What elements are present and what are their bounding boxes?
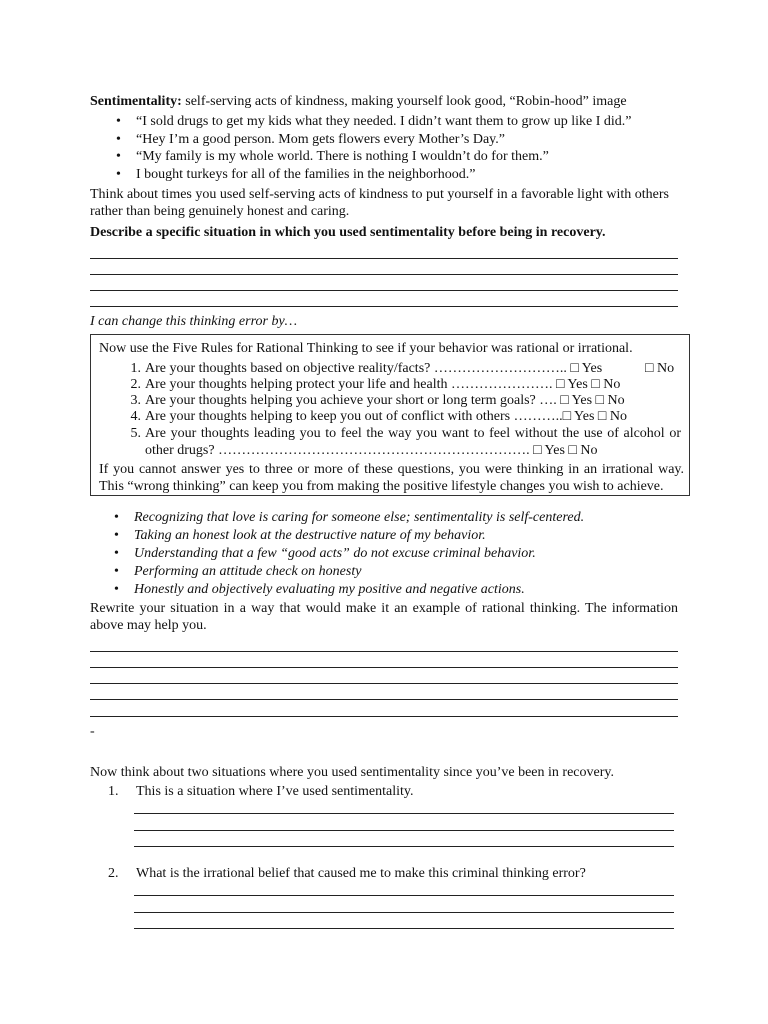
recovery-intro: Now think about two situations where you used sentimentality since you’ve been in recovery. (90, 765, 614, 780)
rule-number: 2. (130, 377, 141, 392)
answer-line[interactable] (90, 683, 678, 684)
answer-line[interactable] (90, 306, 678, 307)
answer-line[interactable] (134, 846, 674, 847)
list-item: • “I sold drugs to get my kids what they needed. I didn’t want them to grow up like I did.” (90, 113, 690, 131)
list-item: • Performing an attitude check on honesty (90, 563, 690, 581)
rule-text[interactable]: Are your thoughts based on objective reality/facts? ……………………….. □ Yes (145, 361, 603, 376)
answer-line[interactable] (90, 258, 678, 259)
change-prompt: I can change this thinking error by… (90, 314, 298, 329)
examples-list (90, 113, 690, 183)
answer-line[interactable] (90, 667, 678, 668)
rule-number: 4. (130, 409, 141, 424)
rules-intro: Now use the Five Rules for Rational Thinking to see if your behavior was rational or irrational. (99, 341, 633, 356)
rule-text[interactable]: Are your thoughts helping you achieve your short or long term goals? …. □ Yes □ No (145, 393, 625, 408)
rational-rules-box (90, 334, 690, 496)
answer-line[interactable] (90, 716, 678, 717)
question-number: 2. (108, 866, 119, 881)
rule-text[interactable]: Are your thoughts helping protect your life and health …………………. □ Yes □ No (145, 377, 621, 392)
answer-line[interactable] (90, 699, 678, 700)
rule-text[interactable]: Are your thoughts helping to keep you out of conflict with others ………..□ Yes □ No (145, 409, 627, 424)
answer-line[interactable] (134, 912, 674, 913)
answer-line[interactable] (134, 830, 674, 831)
list-item: • Recognizing that love is caring for someone else; sentimentality is self-centered. (90, 509, 690, 527)
answer-line[interactable] (90, 274, 678, 275)
list-item: • “My family is my whole world. There is nothing I wouldn’t do for them.” (90, 148, 690, 166)
answer-line[interactable] (90, 651, 678, 652)
heading-term: Sentimentality: (90, 94, 182, 109)
rule-text[interactable]: Are your thoughts leading you to feel the way you want to feel without the use of alcohol or other drugs? …………………………………………………………. □ Yes □ No (145, 426, 681, 458)
list-item: • Honestly and objectively evaluating my positive and negative actions. (90, 581, 690, 599)
list-item: • I bought turkeys for all of the families in the neighborhood.” (90, 166, 690, 184)
answer-line[interactable] (90, 290, 678, 291)
think-about-paragraph: Think about times you used self-serving acts of kindness to put yourself in a favorable light with others rather than being genuinely honest and caring. (90, 187, 669, 219)
no-checkbox[interactable]: □ No (645, 361, 675, 376)
heading-definition: self-serving acts of kindness, making yourself look good, “Robin-hood” image (181, 94, 627, 109)
answer-line[interactable] (134, 813, 674, 814)
list-item: • “Hey I’m a good person. Mom gets flowers every Mother’s Day.” (90, 131, 690, 149)
rule-number: 5. (130, 426, 141, 441)
describe-prompt: Describe a specific situation in which you used sentimentality before being in recovery. (90, 225, 606, 240)
dash-mark: - (90, 724, 95, 739)
list-item: • Understanding that a few “good acts” do not excuse criminal behavior. (90, 545, 690, 563)
answer-line[interactable] (134, 928, 674, 929)
list-item: • Taking an honest look at the destructive nature of my behavior. (90, 527, 690, 545)
section-heading (90, 93, 690, 110)
rewrite-prompt: Rewrite your situation in a way that would make it an example of rational thinking. The information above may help you. (90, 601, 678, 633)
rule-number: 3. (130, 393, 141, 408)
tips-list (90, 509, 690, 599)
question-number: 1. (108, 784, 119, 799)
rules-outro: If you cannot answer yes to three or more of these questions, you were thinking in an irrational way. This “wrong thinking” can keep you from making the positive lifestyle changes you wish to achieve. (99, 462, 684, 494)
question-text: What is the irrational belief that caused me to make this criminal thinking error? (136, 866, 586, 881)
answer-line[interactable] (134, 895, 674, 896)
question-text: This is a situation where I’ve used sentimentality. (136, 784, 414, 799)
rule-number: 1. (130, 361, 141, 376)
